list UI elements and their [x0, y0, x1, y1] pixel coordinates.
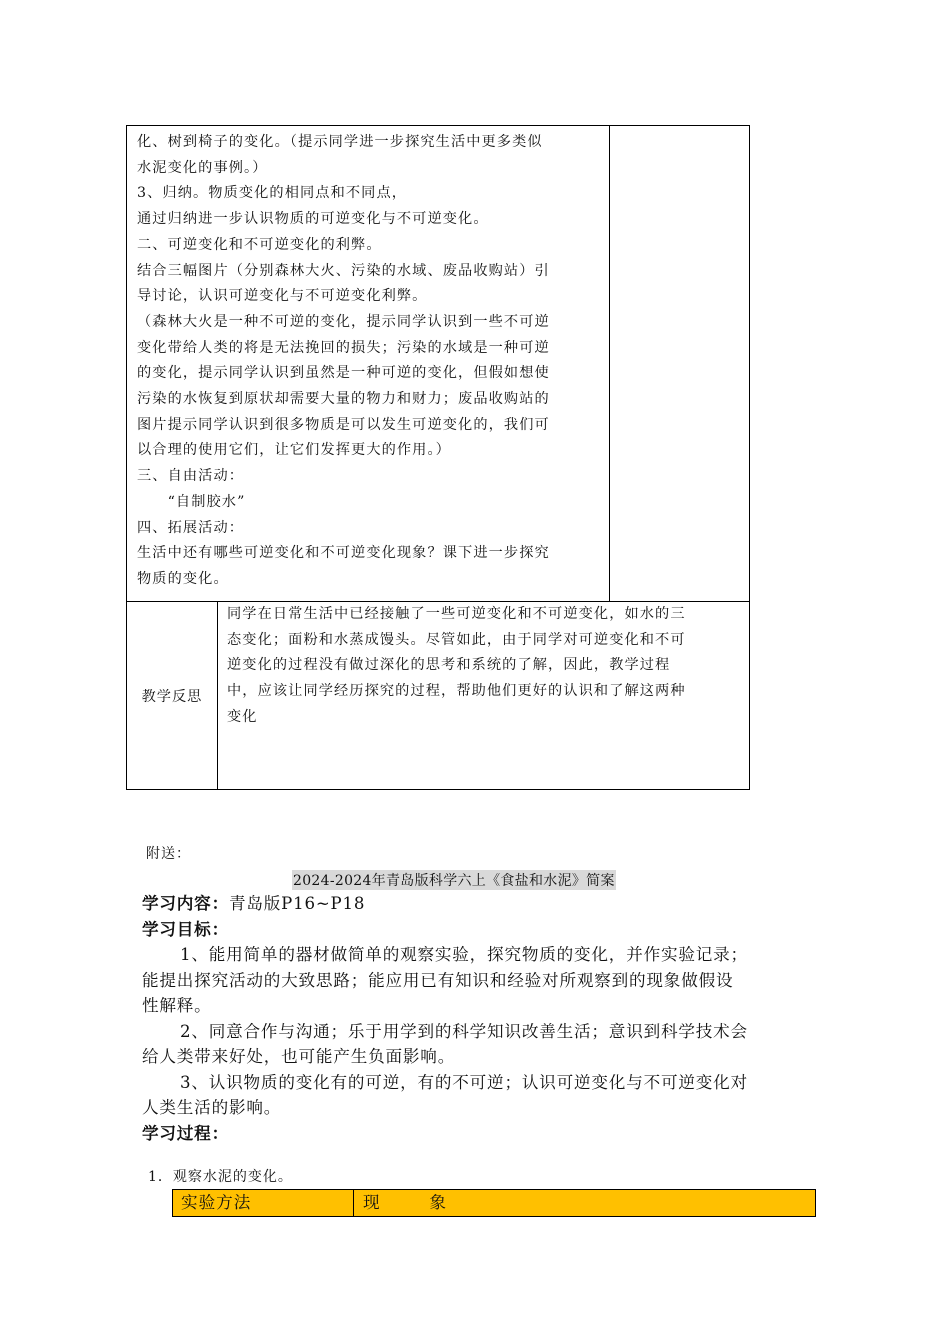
text-line: 导讨论，认识可逆变化与不可逆变化利弊。 [137, 288, 428, 305]
text-line: 变化带给人类的将是无法挽回的损失；污染的水域是一种可逆 [137, 339, 550, 356]
reflection-cell [227, 602, 743, 731]
step-one: 1．观察水泥的变化。 [148, 1169, 293, 1185]
text-line: 通过归纳进一步认识物质的可逆变化与不可逆变化。 [137, 211, 489, 228]
goals-label: 学习目标： [142, 918, 229, 939]
teaching-process-cell [137, 130, 601, 593]
table-divider [217, 601, 218, 790]
text-line: 物质的变化。 [137, 570, 229, 587]
study-plan [142, 891, 822, 1146]
table-divider [609, 126, 610, 601]
observation-table-header [172, 1189, 816, 1217]
goal-line: 2、同意合作与沟通；乐于用学到的科学知识改善生活；意识到科学技术会 [180, 1021, 748, 1041]
content-value: 青岛版P16~P18 [228, 894, 366, 913]
text-line: 二、可逆变化和不可逆变化的利弊。 [137, 236, 382, 253]
method-column-header: 实验方法 [181, 1193, 252, 1212]
text-line: 同学在日常生活中已经接触了一些可逆变化和不可逆变化，如水的三 [227, 606, 686, 622]
text-line: 结合三幅图片（分别森林大火、污染的水域、废品收购站）引 [137, 262, 550, 279]
text-line: 图片提示同学认识到很多物质是可以发生可逆变化的，我们可 [137, 416, 550, 433]
text-line: 变化 [227, 708, 258, 725]
document-title: 2024-2024年青岛版科学六上《食盐和水泥》简案 [292, 870, 616, 890]
text-line: 3、归纳。物质变化的相同点和不同点， [137, 185, 408, 202]
text-line: （森林大火是一种不可逆的变化，提示同学认识到一些不可逆 [137, 313, 550, 330]
process-label: 学习过程： [142, 1122, 229, 1143]
text-line: 的变化，提示同学认识到虽然是一种可逆的变化，但假如想使 [137, 365, 550, 382]
text-line: 化、树到椅子的变化。（提示同学进一步探究生活中更多类似 [137, 134, 543, 150]
goal-line: 3、认识物质的变化有的可逆，有的不可逆；认识可逆变化与不可逆变化对 [180, 1072, 748, 1092]
text-line: 中，应该让同学经历探究的过程，帮助他们更好的认识和了解这两种 [227, 683, 686, 700]
appendix-label: 附送： [146, 846, 191, 862]
goal-line: 能提出探究活动的大致思路；能应用已有知识和经验对所观察到的现象做假设 [142, 970, 734, 990]
goal-line: 给人类带来好处，也可能产生负面影响。 [142, 1047, 456, 1066]
content-label: 学习内容： [142, 893, 229, 913]
goal-line: 性解释。 [142, 996, 212, 1015]
content-line [142, 891, 822, 917]
text-line: “自制胶水” [137, 493, 246, 510]
goal-line: 1、能用简单的器材做简单的观察实验，探究物质的变化，并作实验记录； [180, 945, 748, 964]
lesson-plan-table [126, 125, 750, 790]
phenomenon-column-header: 现 象 [363, 1193, 446, 1212]
reflection-label: 教学反思 [141, 688, 203, 705]
text-line: 生活中还有哪些可逆变化和不可逆变化现象？课下进一步探究 [137, 545, 550, 562]
text-line: 污染的水恢复到原状却需要大量的物力和财力；废品收购站的 [137, 391, 550, 408]
text-line: 态变化；面粉和水蒸成馒头。尽管如此，由于同学对可逆变化和不可 [227, 631, 686, 648]
text-line: 三、自由活动： [137, 468, 245, 485]
table-divider [353, 1190, 354, 1216]
text-line: 水泥变化的事例。） [137, 159, 268, 176]
text-line: 逆变化的过程没有做过深化的思考和系统的了解，因此，教学过程 [227, 657, 671, 674]
goal-line: 人类生活的影响。 [142, 1098, 282, 1117]
text-line: 以合理的使用它们，让它们发挥更大的作用。） [137, 442, 451, 459]
text-line: 四、拓展活动： [137, 519, 245, 536]
